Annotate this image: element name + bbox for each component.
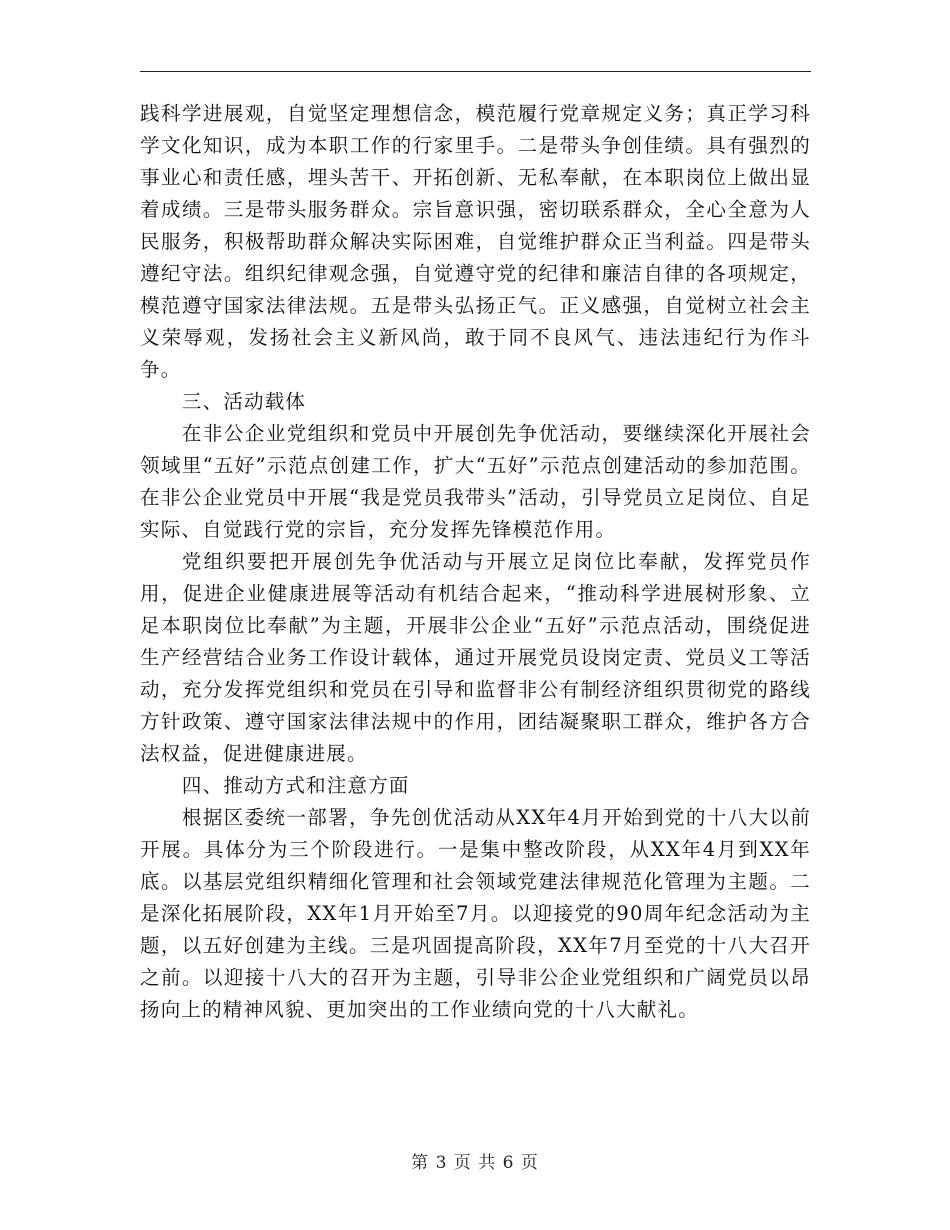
header-rule: [140, 71, 811, 72]
paragraph-3: 党组织要把开展创先争优活动与开展立足岗位比奉献，发挥党员作用，促进企业健康进展等活动有机结合起来，“推动科学进展树形象、立足本职岗位比奉献”为主题，开展非公企业“五好”示范点活动，围绕促进生产经营结合业务工作设计载体，通过开展党员设岗定责、党员义工等活动，充分发挥党组织和党员在引导和监督非公有制经济组织贯彻党的路线方针政策、遵守国家法律法规中的作用，团结凝聚职工群众，维护各方合法权益，促进健康进展。: [140, 550, 811, 765]
page-footer: [0, 1148, 950, 1173]
page-number: 第 3 页 共 6 页: [411, 1153, 539, 1173]
body-text: [140, 98, 811, 1026]
paragraph-4: 根据区委统一部署，争先创优活动从XX年4月开始到党的十八大以前开展。具体分为三个阶段进行。一是集中整改阶段，从XX年4月到XX年底。以基层党组织精细化管理和社会领域党建法律规范化管理为主题。二是深化拓展阶段，XX年1月开始至7月。以迎接党的90周年纪念活动为主题，以五好创建为主线。三是巩固提高阶段，XX年7月至党的十八大召开之前。以迎接十八大的召开为主题，引导非公企业党组织和广阔党员以昂扬向上的精神风貌、更加突出的工作业绩向党的十八大献礼。: [140, 806, 811, 1021]
section-heading-4: 四、推动方式和注意方面: [181, 774, 410, 797]
paragraph-2: 在非公企业党组织和党员中开展创先争优活动，要继续深化开展社会领域里“五好”示范点创建工作，扩大“五好”示范点创建活动的参加范围。在非公企业党员中开展“我是党员我带头”活动，引导党员立足岗位、自足实际、自觉践行党的宗旨，充分发挥先锋模范作用。: [140, 422, 811, 541]
paragraph-1: 践科学进展观，自觉坚定理想信念，模范履行党章规定义务；真正学习科学文化知识，成为本职工作的行家里手。二是带头争创佳绩。具有强烈的事业心和责任感，埋头苦干、开拓创新、无私奉献，在本职岗位上做出显着成绩。三是带头服务群众。宗旨意识强，密切联系群众，全心全意为人民服务，积极帮助群众解决实际困难，自觉维护群众正当利益。四是带头遵纪守法。组织纪律观念强，自觉遵守党的纪律和廉洁自律的各项规定，模范遵守国家法律法规。五是带头弘扬正气。正义感强，自觉树立社会主义荣辱观，发扬社会主义新风尚，敢于同不良风气、违法违纪行为作斗争。: [140, 102, 811, 381]
section-heading-3: 三、活动载体: [181, 390, 307, 413]
